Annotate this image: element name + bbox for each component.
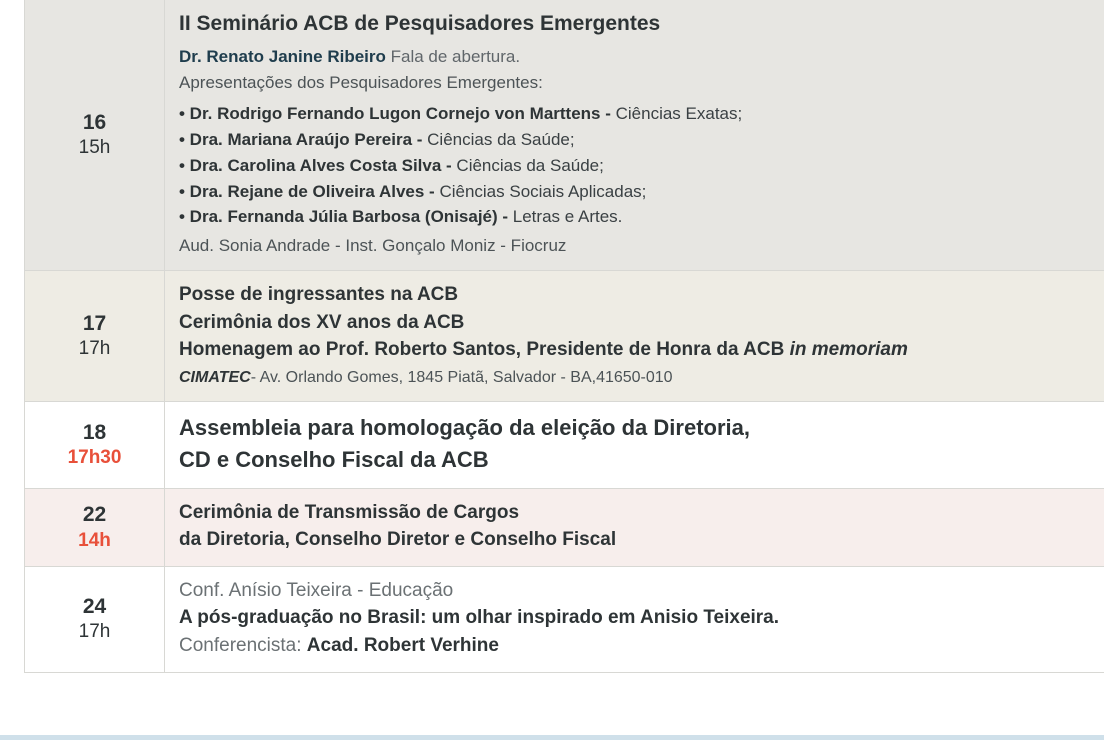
event-venue: Aud. Sonia Andrade - Inst. Gonçalo Moniz - Fiocruz bbox=[179, 236, 567, 256]
day-time: 17h bbox=[78, 338, 111, 360]
speaker-name: Dr. Renato Janine Ribeiro bbox=[179, 47, 386, 67]
bullet-area: Ciências da Saúde; bbox=[422, 129, 575, 149]
list-item bbox=[179, 153, 1090, 179]
bullet-area: Ciências da Saúde; bbox=[451, 155, 604, 175]
day-time: 17h30 bbox=[67, 447, 122, 469]
bullet-name: • Dr. Rodrigo Fernando Lugon Cornejo von Marttens - bbox=[179, 104, 611, 124]
conference-label: Conf. Anísio Teixeira - Educação bbox=[179, 579, 454, 601]
day-cell bbox=[25, 566, 165, 672]
list-item bbox=[179, 127, 1090, 153]
speaker-label: Conferencista: bbox=[179, 634, 307, 656]
event-line: Cerimônia dos XV anos da ACB bbox=[179, 311, 465, 333]
speaker-role: Fala de abertura. bbox=[385, 47, 521, 67]
conference-title: A pós-graduação no Brasil: um olhar inspirado em Anisio Teixeira. bbox=[179, 607, 780, 629]
event-venue bbox=[179, 367, 1090, 389]
event-line: CD e Conselho Fiscal da ACB bbox=[179, 446, 489, 472]
day-number: 24 bbox=[82, 595, 107, 619]
day-time: 17h bbox=[78, 621, 111, 643]
conference-speaker bbox=[179, 632, 1090, 660]
table-row bbox=[0, 566, 1104, 672]
bullet-area: Ciências Sociais Aplicadas; bbox=[434, 181, 647, 201]
bottom-divider bbox=[0, 735, 1104, 740]
event-line: Posse de ingressantes na ACB bbox=[179, 283, 459, 305]
table-row bbox=[0, 488, 1104, 566]
day-number: 18 bbox=[82, 420, 107, 444]
day-cell bbox=[25, 402, 165, 489]
event-line-homage bbox=[179, 336, 1090, 364]
event-content bbox=[165, 0, 1104, 270]
list-item bbox=[179, 101, 1090, 127]
speaker-name: Acad. Robert Verhine bbox=[306, 634, 499, 656]
day-number: 22 bbox=[82, 503, 107, 527]
day-cell bbox=[25, 488, 165, 566]
event-content bbox=[165, 566, 1104, 672]
bullet-area: Ciências Exatas; bbox=[610, 104, 743, 124]
bullet-name: • Dra. Mariana Araújo Pereira - bbox=[179, 129, 423, 149]
venue-place: CIMATEC bbox=[179, 368, 251, 386]
table-row bbox=[0, 402, 1104, 489]
list-item bbox=[179, 204, 1090, 230]
event-content bbox=[165, 488, 1104, 566]
homage-italic: in memoriam bbox=[789, 339, 908, 361]
row-left-edge bbox=[0, 270, 25, 401]
row-left-edge bbox=[0, 488, 25, 566]
event-line: Assembleia para homologação da eleição da Diretoria, bbox=[179, 415, 750, 440]
event-subtitle: Apresentações dos Pesquisadores Emergentes: bbox=[179, 73, 543, 93]
bullet-area: Letras e Artes. bbox=[508, 207, 623, 227]
homage-text: Homenagem ao Prof. Roberto Santos, Presidente de Honra da ACB bbox=[179, 339, 790, 361]
event-title: II Seminário ACB de Pesquisadores Emergentes bbox=[179, 12, 661, 35]
table-row bbox=[0, 270, 1104, 401]
event-line: Cerimônia de Transmissão de Cargos bbox=[179, 501, 520, 523]
event-line: da Diretoria, Conselho Diretor e Conselho Fiscal bbox=[179, 529, 617, 551]
event-content bbox=[165, 270, 1104, 401]
day-time: 15h bbox=[78, 137, 111, 159]
venue-address: - Av. Orlando Gomes, 1845 Piatã, Salvador - BA,41650-010 bbox=[250, 368, 673, 386]
opening-speaker bbox=[179, 46, 1090, 69]
day-time: 14h bbox=[78, 529, 111, 551]
day-cell bbox=[25, 0, 165, 270]
row-left-edge bbox=[0, 402, 25, 489]
event-content bbox=[165, 402, 1104, 489]
row-left-edge bbox=[0, 566, 25, 672]
day-number: 16 bbox=[82, 110, 107, 134]
list-item bbox=[179, 179, 1090, 205]
day-cell bbox=[25, 270, 165, 401]
bullet-name: • Dra. Carolina Alves Costa Silva - bbox=[179, 155, 452, 175]
bullet-name: • Dra. Rejane de Oliveira Alves - bbox=[179, 181, 435, 201]
bullet-name: • Dra. Fernanda Júlia Barbosa (Onisajé) - bbox=[179, 207, 509, 227]
row-left-edge bbox=[0, 0, 25, 270]
day-number: 17 bbox=[82, 311, 107, 335]
table-row bbox=[0, 0, 1104, 270]
